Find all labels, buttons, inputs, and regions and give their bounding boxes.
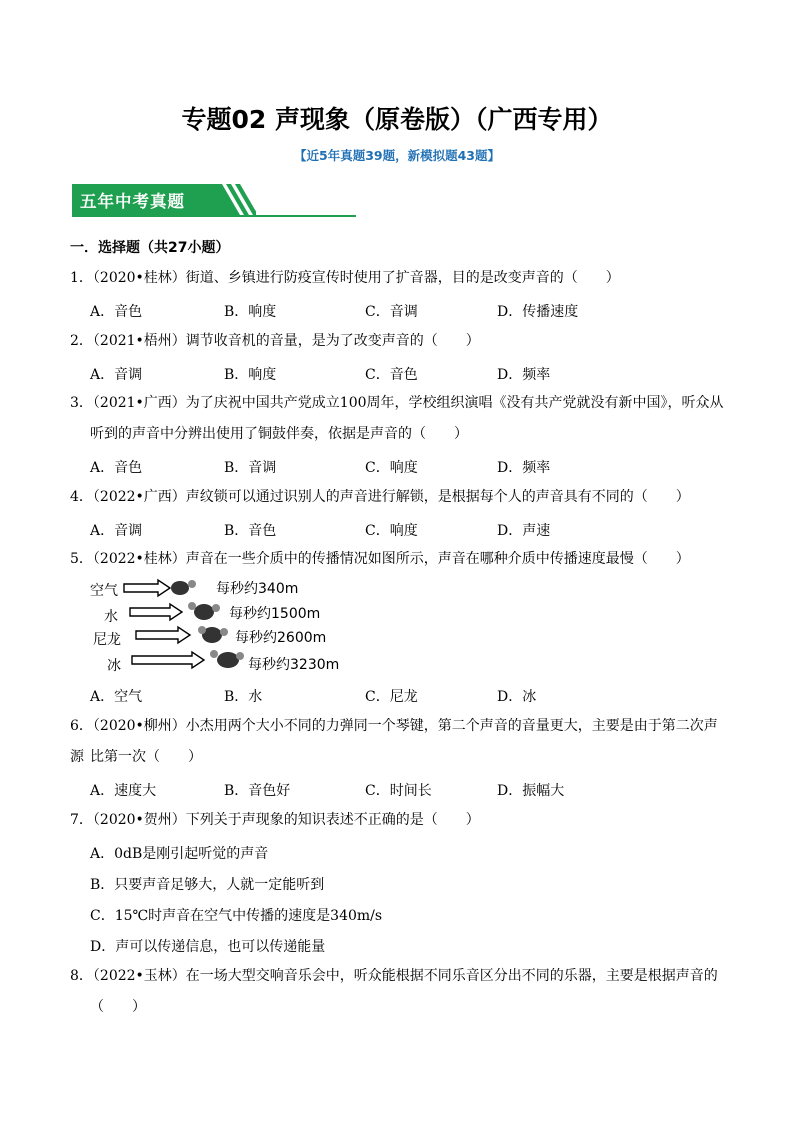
question-7-option-b: B．只要声音足够大，人就一定能听到: [90, 877, 325, 893]
arrow-icon: [130, 604, 182, 620]
question-6-option-c: C．时间长: [365, 783, 432, 799]
question-6-option-d: D．振幅大: [497, 783, 565, 799]
diagram-speed-air: 每秒约340m: [216, 581, 299, 597]
question-4-option-c: C．响度: [365, 523, 418, 539]
question-4-option-b: B．音色: [224, 523, 277, 539]
question-7-option-c: C．15℃时声音在空气中传播的速度是340m/s: [90, 908, 383, 924]
diagram-speed-nylon: 每秒约2600m: [235, 630, 327, 646]
question-3-option-d: D．频率: [497, 460, 551, 476]
question-3-option-b: B．音调: [224, 460, 277, 476]
question-2-option-a: A．音调: [90, 367, 143, 383]
question-2-stem: 2．（2021•梧州）调节收音机的音量，是为了改变声音的（ ）: [70, 333, 480, 349]
question-6-option-a: A．速度大: [90, 783, 157, 799]
question-1-option-c: C．音调: [365, 304, 418, 320]
diagram-speed-water: 每秒约1500m: [229, 606, 321, 622]
question-3-stem: 3．（2021•广西）为了庆祝中国共产党成立100周年，学校组织演唱《没有共产党就没有新中国》，听众从: [70, 395, 724, 411]
question-7-stem: 7．（2020•贺州）下列关于声现象的知识表述不正确的是（ ）: [70, 812, 480, 828]
question-3-option-a: A．音色: [90, 460, 143, 476]
diagram-medium-water: 水: [104, 609, 118, 625]
question-8-stem-continued: （ ）: [90, 999, 146, 1015]
diagram-medium-ice: 冰: [107, 658, 121, 674]
sound-propagation-diagram: [88, 576, 388, 680]
question-5-option-c: C．尼龙: [365, 689, 418, 705]
question-5-option-a: A．空气: [90, 689, 143, 705]
question-7-option-a: A．0dB是刚引起听觉的声音: [90, 846, 269, 862]
page-title: 专题02 声现象（原卷版）（广西专用）: [181, 105, 613, 134]
question-4-stem: 4．（2022•广西）声纹锁可以通过识别人的声音进行解锁，是根据每个人的声音具有不同的（ ）: [70, 489, 690, 505]
diagram-medium-nylon: 尼龙: [93, 632, 121, 648]
runner-icon: [171, 581, 189, 595]
question-6-stem-continued: 比第一次（ ）: [90, 749, 202, 765]
banner-underline: [72, 215, 356, 217]
question-2-option-d: D．频率: [497, 367, 551, 383]
arrow-icon: [132, 652, 204, 668]
arrow-icon: [124, 580, 170, 596]
banner-label: 五年中考真题: [80, 192, 185, 211]
question-3-option-c: C．响度: [365, 460, 418, 476]
question-5-option-d: D．冰: [497, 689, 537, 705]
question-2-option-c: C．音色: [365, 367, 418, 383]
question-1-option-b: B．响度: [224, 304, 277, 320]
question-1-stem: 1．（2020•桂林）街道、乡镇进行防疫宣传时使用了扩音器，目的是改变声音的（ ）: [70, 270, 620, 286]
section-banner: [72, 184, 356, 218]
banner-stripes-icon: [204, 184, 256, 217]
question-1-option-a: A．音色: [90, 304, 143, 320]
question-3-stem-continued: 听到的声音中分辨出使用了铜鼓伴奏，依据是声音的（ ）: [90, 426, 468, 442]
runner-icon: [217, 652, 239, 668]
question-1-option-d: D．传播速度: [497, 304, 579, 320]
diagram-speed-ice: 每秒约3230m: [248, 657, 340, 673]
section-heading: 一．选择题（共27小题）: [70, 240, 230, 256]
arrow-icon: [136, 627, 190, 643]
question-5-option-b: B．水: [224, 689, 263, 705]
question-4-option-d: D．声速: [497, 523, 551, 539]
question-2-option-b: B．响度: [224, 367, 277, 383]
question-5-stem: 5．（2022•桂林）声音在一些介质中的传播情况如图所示，声音在哪种介质中传播速度最慢（ ）: [70, 551, 690, 567]
question-6-stem: 6．（2020•柳州）小杰用两个大小不同的力弹同一个琴键，第二个声音的音量更大，主要是由于第二次声源: [70, 718, 718, 765]
question-8-stem: 8．（2022•玉林）在一场大型交响音乐会中，听众能根据不同乐音区分出不同的乐器，主要是根据声音的: [70, 968, 718, 984]
question-4-option-a: A．音调: [90, 523, 143, 539]
diagram-medium-air: 空气: [90, 583, 118, 599]
question-6-option-b: B．音色好: [224, 783, 291, 799]
runner-icon: [194, 604, 214, 620]
question-7-option-d: D．声可以传递信息，也可以传递能量: [90, 939, 326, 955]
page-subtitle: 【近5年真题39题，新模拟题43题】: [294, 148, 500, 163]
